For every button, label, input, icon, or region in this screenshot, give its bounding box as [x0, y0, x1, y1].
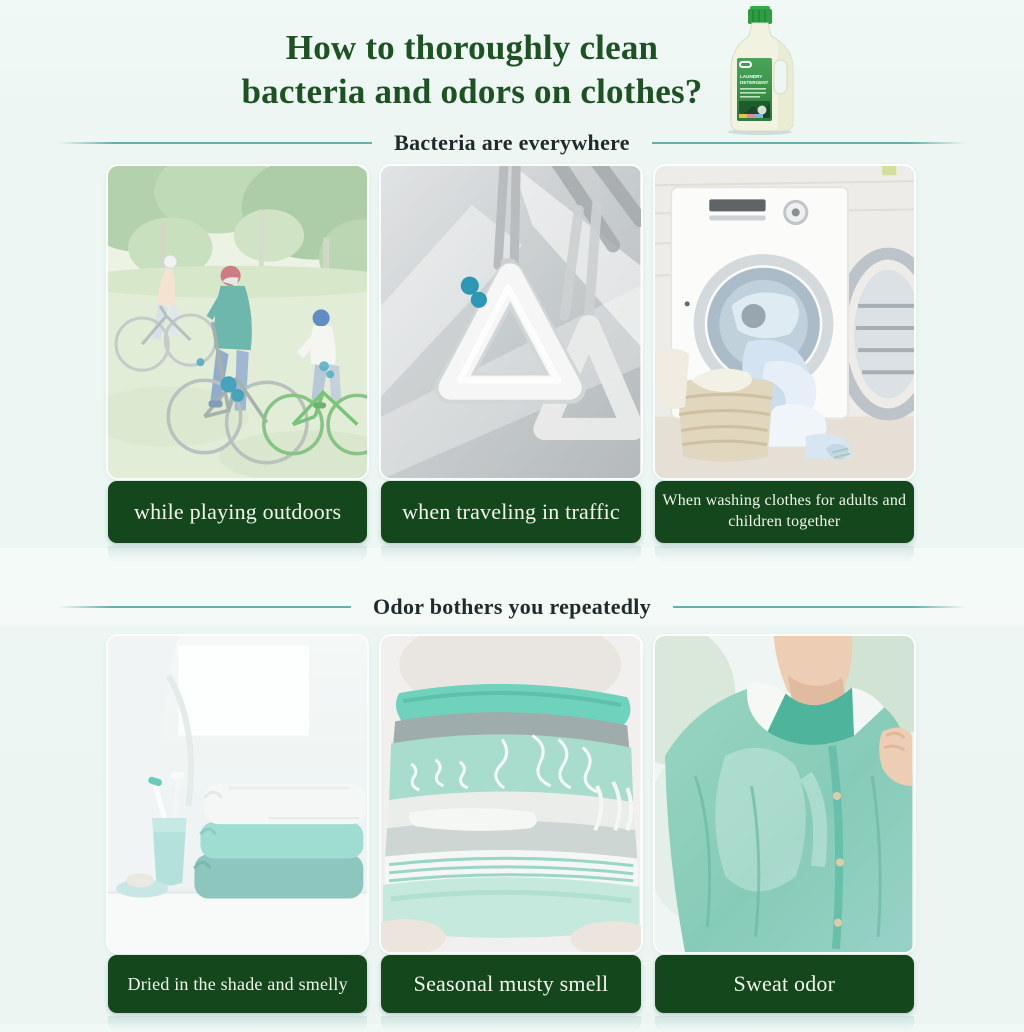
photo-folded-towels — [108, 636, 367, 952]
section-2-heading: Odor bothers you repeatedly — [373, 594, 652, 619]
card-reflection — [655, 1016, 914, 1032]
folded-towels-illustration — [108, 636, 367, 952]
bottle-label-line2: DETERGENT — [740, 80, 769, 85]
card-reflection — [655, 546, 914, 562]
photo-blanket-stack — [381, 636, 640, 952]
card-dried-in-shade — [108, 636, 367, 1032]
page-title-line1: How to thoroughly clean — [285, 28, 659, 67]
section-1-header — [58, 130, 966, 156]
photo-washing-machine — [655, 166, 914, 478]
divider-line — [58, 142, 372, 144]
card-sweat-odor — [655, 636, 914, 1032]
caption-washing-together: When washing clothes for adults and children together — [655, 481, 914, 543]
card-playing-outdoors — [108, 166, 367, 562]
card-reflection — [108, 1016, 367, 1032]
section-1-heading: Bacteria are everywhere — [394, 130, 630, 155]
family-cycling-illustration — [108, 166, 367, 478]
photo-sweaty-shirt — [655, 636, 914, 952]
page-title-line2: bacteria and odors on clothes? — [241, 71, 703, 111]
sweaty-shirt-illustration — [655, 636, 914, 952]
bacteria-cards-row — [108, 166, 914, 562]
card-reflection — [108, 546, 367, 562]
section-2-header — [58, 594, 966, 620]
photo-transit-straps — [381, 166, 640, 478]
caption-traveling-traffic: when traveling in traffic — [381, 481, 640, 543]
detergent-bottle-image — [708, 6, 804, 136]
odor-cards-row — [108, 636, 914, 1032]
card-washing-together — [655, 166, 914, 562]
card-reflection — [381, 546, 640, 562]
bottle-label-line1: LAUNDRY — [740, 74, 763, 79]
transit-straps-illustration — [381, 166, 640, 478]
photo-family-cycling — [108, 166, 367, 478]
caption-playing-outdoors: while playing outdoors — [108, 481, 367, 543]
divider-line — [58, 606, 351, 608]
card-reflection — [381, 1016, 640, 1032]
blanket-stack-illustration — [381, 636, 640, 952]
divider-line — [673, 606, 966, 608]
card-seasonal-musty — [381, 636, 640, 1032]
caption-seasonal-musty: Seasonal musty smell — [381, 955, 640, 1013]
card-traveling-traffic — [381, 166, 640, 562]
washing-machine-illustration — [655, 166, 914, 478]
caption-sweat-odor: Sweat odor — [655, 955, 914, 1013]
divider-line — [652, 142, 966, 144]
caption-dried-in-shade: Dried in the shade and smelly — [108, 955, 367, 1013]
detergent-bottle-icon — [708, 6, 804, 136]
